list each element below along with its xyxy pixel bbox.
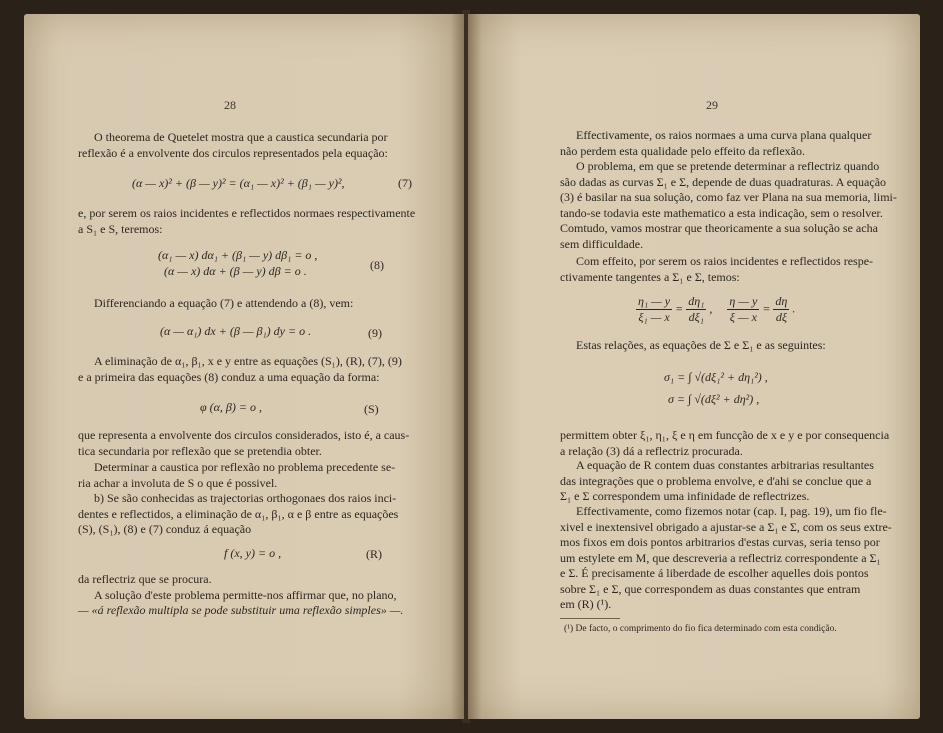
text-line: reflexão é a envolvente dos circulos representados pela equação: <box>78 145 388 160</box>
right-page <box>468 14 920 719</box>
text-line: tica secundaria por reflexão que se pretendia obter. <box>78 443 322 458</box>
paragraph-solucao <box>78 572 408 619</box>
paragraph-equacao-R <box>560 458 874 505</box>
equation-7-number: (7) <box>398 176 412 190</box>
text-line: O problema, em que se pretende determinar a reflectriz quando <box>576 159 880 173</box>
text-line: são dadas as curvas Σ₁ e Σ, depende de duas quadraturas. A equação <box>560 174 887 189</box>
text-line: Determinar a caustica por reflexão no problema precedente se- <box>94 460 396 474</box>
paragraph-permittem <box>560 428 890 459</box>
paragraph-com-effeito <box>560 254 874 285</box>
paragraph-eliminacao <box>78 354 408 385</box>
text-line: sem difficuldade. <box>560 236 644 251</box>
equation-8b: (α — x) dα + (β — y) dβ = o . <box>164 264 307 278</box>
text-line: Σ₁ e Σ correspondem uma infinidade de reflectrizes. <box>560 489 810 503</box>
equation-S-number: (S) <box>364 402 379 416</box>
text-line: tando-se todavia este mathematico a esta indicação, sem o resolver. <box>560 205 883 220</box>
footnote: (¹) De facto, o comprimento do fio fica determinado com esta condição. <box>564 624 837 634</box>
paragraph-fio-flexivel <box>560 504 892 613</box>
text-line: A equação de R contem duas constantes arbitrarias resultantes <box>576 458 874 472</box>
paragraph-relacoes <box>560 338 870 354</box>
denominator: dξ <box>775 310 787 324</box>
equals-sign: = <box>762 301 774 316</box>
text-line: (3) é basilar na sua solução, como faz ver Plana na sua memoria, limi- <box>560 190 897 204</box>
text-line: um estylete em M, que descreveria a reflectriz correspondente a Σ₁ <box>560 550 881 565</box>
equation-sigma1: σ₁ = ∫ √(dξ₁² + dη₁²) , <box>664 370 768 384</box>
text-line: e, por serem os raios incidentes e reflectidos normaes respectivamente <box>78 206 416 220</box>
footnote-rule <box>560 618 620 619</box>
equation-R: f (x, y) = o , <box>224 546 282 560</box>
denominator: ξ₁ — x <box>638 310 670 324</box>
numerator: dη <box>775 294 788 308</box>
text-line: em (R) (¹). <box>560 597 612 611</box>
text-line: O theorema de Quetelet mostra que a caustica secundaria por <box>94 130 388 144</box>
fraction <box>773 294 789 325</box>
paragraph-envolvente <box>78 428 408 459</box>
paragraph-trajectorias <box>78 491 408 538</box>
denominator: ξ — x <box>729 310 757 324</box>
text-line: e a primeira das equações (8) conduz a uma equação da forma: <box>78 369 380 384</box>
text-line: ria achar a involuta de S o que é possivel. <box>78 475 278 490</box>
text-line: sobre Σ₁ e Σ, que correspondem as duas constantes que entram <box>560 581 861 596</box>
numerator: η₁ — y <box>638 294 671 308</box>
text-line: permittem obter ξ₁, η₁, ξ e η em funcção de x e y e por consequencia <box>560 428 890 442</box>
fraction <box>636 294 672 325</box>
denominator: dξ₁ <box>688 310 704 324</box>
page-number-left: 28 <box>224 98 236 112</box>
text-line: Comtudo, vamos mostrar que theoricamente a sua solução se acha <box>560 221 878 235</box>
text-line: não perdem esta qualidade pelo effeito da reflexão. <box>560 143 805 158</box>
equation-8a: (α₁ — x) dα₁ + (β₁ — y) dβ₁ = o , <box>158 248 318 262</box>
equation-9-number: (9) <box>368 326 382 340</box>
equation-7: (α — x)² + (β — y)² = (α₁ — x)² + (β₁ — y)², <box>132 176 345 190</box>
text-line: mos fixos em dois pontos arbitrarios d'estas curvas, seria tenso por <box>560 535 880 549</box>
text-line: Com effeito, por serem os raios incidentes e reflectidos respe- <box>576 254 874 268</box>
paragraph-effectivamente <box>560 128 897 252</box>
text-line: da reflectriz que se procura. <box>78 572 212 586</box>
left-page <box>24 14 464 719</box>
text-line: Differenciando a equação (7) e attendendo a (8), vem: <box>94 296 354 310</box>
text-line: Effectivamente, os raios normaes a uma curva plana qualquer <box>576 128 872 142</box>
equation-sigma: σ = ∫ √(dξ² + dη²) , <box>668 392 760 406</box>
text-line: das integrações que o problema envolve, e d'ahi se conclue que a <box>560 473 872 488</box>
fraction <box>686 294 706 325</box>
paragraph-normaes <box>78 206 416 237</box>
equation-S: φ (α, β) = o , <box>200 400 263 414</box>
text-line: Estas relações, as equações de Σ e Σ₁ e as seguintes: <box>576 338 826 352</box>
text-line: xivel e inextensivel obrigado a ajustar-se a Σ₁ e Σ, com os seus extre- <box>560 519 892 534</box>
tangent-equations <box>636 294 795 325</box>
equation-9: (α — α₁) dx + (β — β₁) dy = o . <box>160 324 312 338</box>
text-line: — «á reflexão multipla se pode substituir uma reflexão simples» —. <box>78 603 404 617</box>
text-line: (S), (S₁), (8) e (7) conduz á equação <box>78 522 252 536</box>
text-line: A eliminação de α₁, β₁, x e y entre as equações (S₁), (R), (7), (9) <box>94 354 402 368</box>
text-line: Effectivamente, como fizemos notar (cap. I, pag. 19), um fio fle- <box>576 504 887 518</box>
equation-8-number: (8) <box>370 258 384 272</box>
page-number-right: 29 <box>706 98 718 112</box>
equation-R-number: (R) <box>366 547 382 561</box>
period: . <box>792 301 796 316</box>
comma-separator: , <box>709 301 725 316</box>
text-line: A solução d'este problema permitte-nos affirmar que, no plano, <box>94 587 397 602</box>
equals-sign: = <box>675 301 687 316</box>
fraction <box>727 294 759 325</box>
paragraph-quetelet <box>78 130 408 161</box>
paragraph-determinar <box>78 460 408 491</box>
numerator: dη₁ <box>688 294 705 308</box>
numerator: η — y <box>729 294 758 308</box>
text-line: e Σ. É precisamente á liberdade de escolher aquelles dois pontos <box>560 566 869 580</box>
text-line: que representa a envolvente dos circulos considerados, isto é, a caus- <box>78 428 410 442</box>
text-line: a S₁ e S, teremos: <box>78 221 163 236</box>
text-line: a relação (3) dá a reflectriz procurada. <box>560 443 743 458</box>
text-line: dentes e reflectidos, a eliminação de α₁, β₁, α e β entre as equações <box>78 506 399 521</box>
paragraph-differenciando <box>78 296 408 312</box>
text-line: b) Se são conhecidas as trajectorias orthogonaes dos raios inci- <box>94 491 397 505</box>
text-line: ctivamente tangentes a Σ₁ e Σ, temos: <box>560 269 740 284</box>
